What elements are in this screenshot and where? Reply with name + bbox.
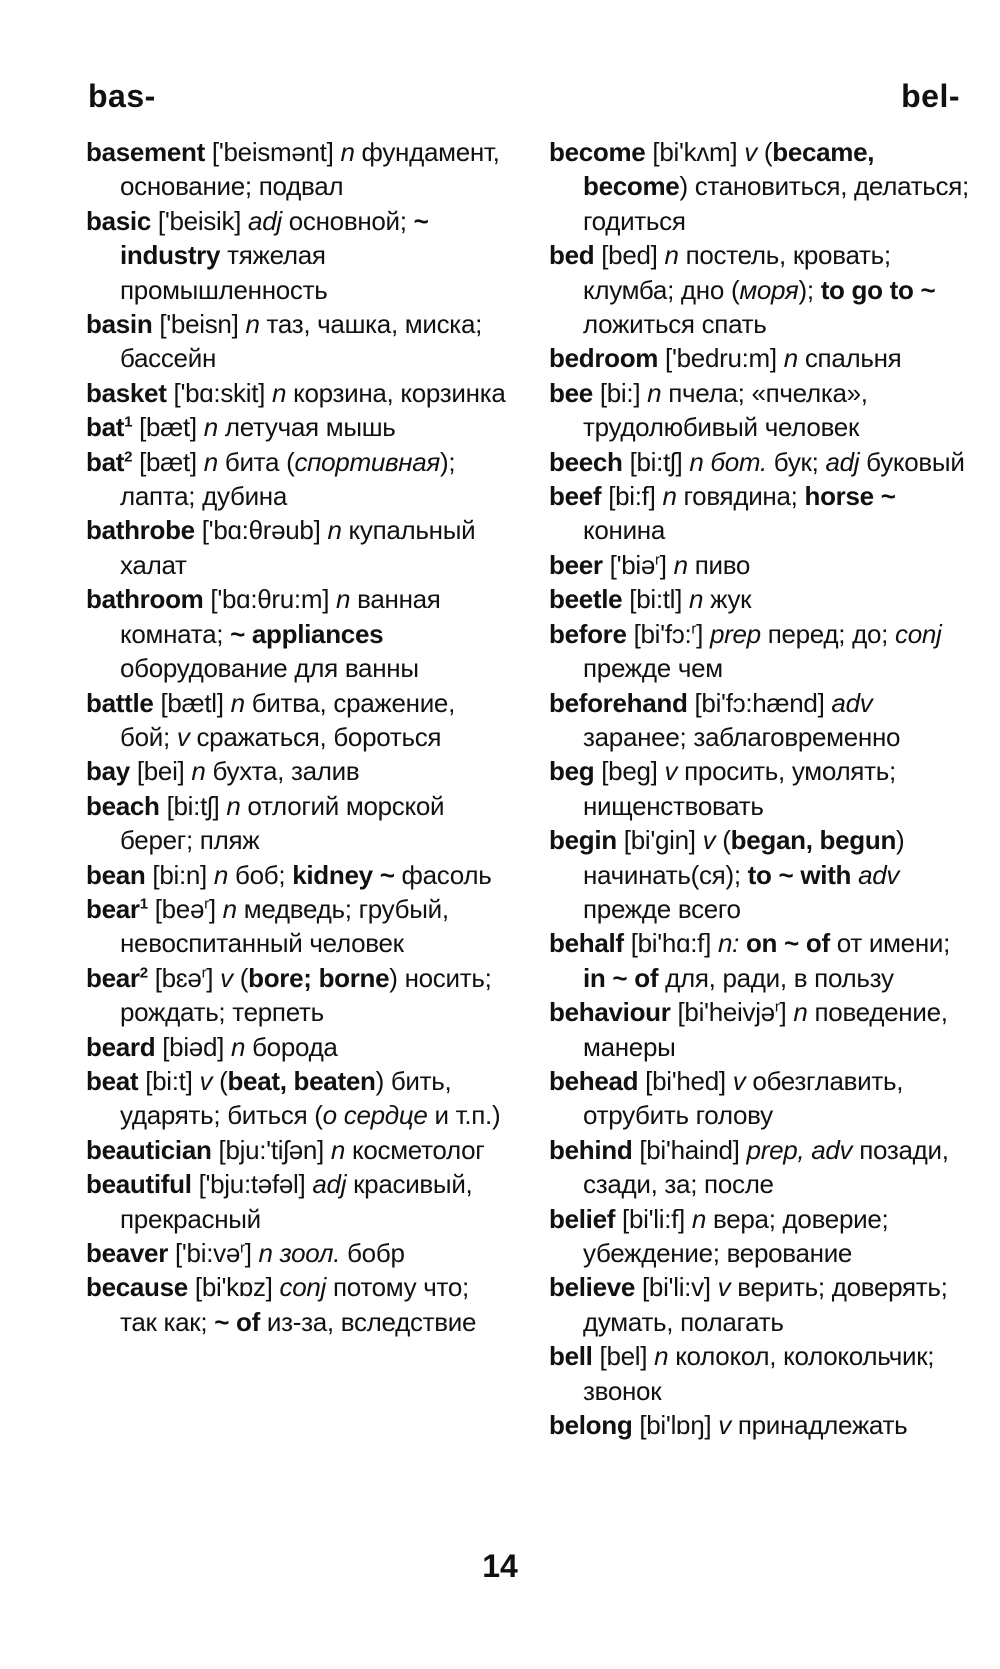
- entry-text: v: [176, 721, 190, 752]
- entry-text: для, ради, в пользу: [658, 962, 894, 993]
- entry-text: [bi'fɔ:hænd]: [687, 687, 832, 718]
- dictionary-entry: [86, 858, 506, 892]
- headword: bat: [86, 412, 125, 443]
- entry-text: ['bju:təfəl]: [191, 1169, 313, 1200]
- headword: because: [86, 1272, 188, 1303]
- entry-text: n: [793, 997, 808, 1028]
- entry-text: [bi'haind]: [632, 1134, 747, 1165]
- dictionary-entry: [549, 445, 969, 479]
- entry-text: борода: [245, 1031, 338, 1062]
- entry-text: бобр: [340, 1238, 405, 1268]
- entry-text: ]: [779, 997, 794, 1028]
- dictionary-entry: [86, 410, 506, 444]
- entry-text: n: [664, 240, 679, 271]
- headword: basement: [86, 137, 205, 167]
- entry-text: 1: [139, 895, 148, 913]
- headword: begin: [549, 825, 617, 856]
- entry-text: [bi'gin]: [616, 825, 703, 856]
- entry-text: [bi:f]: [601, 481, 663, 512]
- entry-text: оборудование для ванны: [120, 618, 419, 684]
- entry-text: [bi'fɔ:: [626, 618, 692, 649]
- entry-text: n: [272, 377, 287, 408]
- headword: belief: [549, 1203, 616, 1234]
- entry-text: v: [199, 1065, 213, 1096]
- entry-text: красивый, прекрасный: [120, 1169, 480, 1234]
- entry-text: [biəd]: [155, 1031, 231, 1062]
- dictionary-entry: [549, 823, 969, 926]
- entry-text: фундамент, основание; подвал: [120, 137, 507, 202]
- entry-text: n: [245, 309, 260, 340]
- dictionary-entry: [86, 1030, 506, 1064]
- headword: believe: [549, 1272, 636, 1303]
- entry-text: v: [702, 825, 716, 856]
- entry-text: (: [212, 1065, 228, 1096]
- entry-text: [bɛə: [147, 962, 202, 993]
- entry-text: потому что; так как;: [120, 1272, 476, 1337]
- entry-text: [bed]: [594, 240, 665, 271]
- headword: bee: [549, 377, 593, 408]
- entry-text: спортивная: [294, 446, 441, 477]
- entry-text: [bi:tʃ]: [159, 790, 227, 821]
- dictionary-entry: [86, 686, 506, 755]
- entry-text: );: [798, 274, 821, 305]
- dictionary-entry: [549, 135, 976, 238]
- dictionary-entry: [549, 479, 969, 548]
- entry-text: beat, beaten: [227, 1065, 376, 1096]
- entry-text: r: [239, 1239, 245, 1257]
- dictionary-entry: [86, 204, 506, 307]
- dictionary-entry: [549, 341, 969, 375]
- entry-text: to ~ with: [747, 859, 852, 890]
- entry-text: [bi'heivjə: [670, 997, 775, 1028]
- entry-text: r: [204, 895, 209, 913]
- entry-text: бук;: [766, 446, 826, 477]
- entry-text: ]: [244, 1238, 259, 1268]
- headword: bear: [86, 893, 140, 924]
- entry-text: v: [718, 1410, 731, 1441]
- entry-text: [beg]: [594, 756, 665, 787]
- entry-text: ) бить, ударять; биться (: [120, 1065, 459, 1131]
- entry-text: колокол, колокольчик; звонок: [583, 1341, 942, 1406]
- entry-text: v: [664, 756, 678, 787]
- entry-text: буковый: [859, 446, 965, 477]
- entry-text: таз, чашка, миска; бассейн: [120, 309, 489, 374]
- entry-text: v: [717, 1272, 731, 1303]
- headword: behind: [549, 1134, 633, 1165]
- entry-text: [bi'hed]: [638, 1065, 733, 1096]
- dictionary-entry: [549, 1202, 969, 1271]
- entry-text: in ~ of: [583, 962, 659, 993]
- dictionary-entry: [549, 1133, 969, 1202]
- entry-text: [beə: [147, 893, 205, 924]
- dictionary-entry: [86, 1167, 506, 1236]
- entry-text: ['beisn]: [152, 309, 246, 340]
- entry-text: n: [654, 1341, 669, 1372]
- headword: basin: [86, 309, 153, 340]
- entry-text: купальный халат: [120, 515, 483, 580]
- headword: beg: [549, 756, 595, 787]
- entry-text: битва, сражение, бой;: [120, 687, 462, 752]
- entry-text: n: [330, 1134, 346, 1165]
- entry-text: летучая мышь: [217, 412, 396, 443]
- entry-text: от имени;: [829, 928, 957, 959]
- entry-text: ['bɑ:θrəub]: [194, 515, 328, 546]
- dictionary-entry: [549, 376, 969, 445]
- entry-text: [bi'kʌm]: [645, 137, 745, 167]
- entry-text: adj: [825, 446, 860, 477]
- entry-text: ) начинать(ся);: [583, 825, 912, 890]
- entry-text: просить, умолять; нищенствовать: [583, 756, 903, 821]
- entry-text: n: [673, 549, 688, 580]
- dictionary-entry: [86, 892, 506, 961]
- entry-text: ['beisik]: [151, 205, 249, 236]
- entry-text: began, begun: [730, 825, 897, 856]
- entry-text: конина: [583, 481, 903, 546]
- dictionary-entry: [86, 513, 506, 582]
- headword: basket: [86, 377, 167, 408]
- dictionary-entry: [86, 1064, 506, 1133]
- entry-text: n: [213, 859, 229, 890]
- headword: bay: [86, 756, 130, 787]
- dictionary-entry: [86, 135, 506, 204]
- dictionary-entry: [549, 995, 969, 1064]
- entry-text: тяжелая промышленность: [120, 240, 333, 305]
- entry-text: [bætl]: [153, 687, 231, 718]
- entry-text: ~ appliances: [230, 618, 384, 649]
- entry-text: ложиться спать: [583, 274, 943, 340]
- entry-text: conj: [279, 1272, 327, 1303]
- headword: bell: [549, 1341, 593, 1372]
- entry-text: r: [201, 964, 207, 982]
- entry-text: перед; до;: [760, 618, 895, 649]
- headword: bathroom: [86, 584, 204, 615]
- dictionary-entry: [86, 582, 506, 685]
- entry-text: to go to ~: [820, 274, 936, 305]
- entry-text: [bæt]: [132, 412, 204, 443]
- entry-text: (: [756, 137, 773, 167]
- entry-text: horse ~: [804, 481, 896, 512]
- entry-text: ['bedru:m]: [658, 343, 784, 374]
- dictionary-entry: [86, 307, 506, 376]
- dictionary-entry: [86, 754, 506, 788]
- entry-text: (: [715, 825, 731, 856]
- headword: bed: [549, 240, 595, 271]
- entry-text: [bi'hɑ:f]: [623, 928, 718, 959]
- entry-text: 2: [124, 448, 133, 465]
- left-guide-word: bas-: [88, 78, 156, 114]
- entry-text: bore; borne: [248, 962, 390, 993]
- headword: bear: [86, 962, 140, 993]
- left-column: [86, 135, 506, 1339]
- entry-text: [bi:tl]: [622, 584, 689, 615]
- entry-text: ['bɑ:θru:m]: [203, 584, 337, 615]
- entry-text: основной;: [281, 205, 414, 236]
- entry-text: спальня: [797, 343, 902, 374]
- entry-text: r: [691, 620, 697, 638]
- entry-text: поведение, манеры: [583, 997, 955, 1062]
- entry-text: ) становиться, делаться; годиться: [583, 171, 976, 236]
- entry-text: n: [691, 1203, 707, 1234]
- entry-text: ['bi:və: [168, 1238, 240, 1268]
- headword: beforehand: [549, 687, 688, 718]
- entry-text: [bju:'tiʃən]: [211, 1134, 331, 1165]
- entry-text: [bi:n]: [145, 859, 214, 890]
- entry-text: n: [230, 687, 245, 718]
- entry-text: обезглавить, отрубить голову: [583, 1065, 911, 1131]
- entry-text: вера; доверие; убеждение; верование: [583, 1203, 896, 1268]
- entry-text: прежде чем: [583, 618, 949, 684]
- headword: beach: [86, 790, 160, 821]
- entry-text: n: [230, 1031, 246, 1062]
- entry-text: отлогий морской берег; пляж: [120, 790, 452, 856]
- entry-text: [bei]: [129, 756, 192, 787]
- entry-text: ['bɑ:skit]: [166, 377, 272, 408]
- dictionary-entry: [549, 754, 969, 823]
- entry-text: n: [222, 893, 237, 924]
- dictionary-entry: [86, 1133, 506, 1167]
- headword: bat: [86, 446, 125, 477]
- entry-text: kidney ~: [292, 859, 395, 890]
- dictionary-entry: [549, 548, 969, 582]
- entry-text: [bi'lɒŋ]: [632, 1410, 719, 1441]
- entry-text: [bæt]: [132, 446, 204, 477]
- dictionary-entry: [549, 1339, 969, 1408]
- headword: bathrobe: [86, 515, 195, 546]
- entry-text: позади, сзади, за; после: [583, 1134, 956, 1200]
- entry-text: принадлежать: [730, 1410, 908, 1441]
- entry-text: ~ industry: [120, 205, 436, 271]
- dictionary-entry: [549, 926, 969, 995]
- entry-text: медведь; грубый, невоспитанный человек: [120, 893, 456, 959]
- entry-text: adj: [312, 1169, 347, 1200]
- right-guide-word: bel-: [901, 78, 960, 114]
- entry-text: n: [226, 790, 241, 821]
- entry-text: моря: [739, 274, 799, 305]
- dictionary-entry: [86, 445, 506, 514]
- entry-text: [bi'li:f]: [615, 1203, 692, 1234]
- headword: beech: [549, 446, 623, 477]
- dictionary-entry: [549, 617, 969, 686]
- entry-text: v: [732, 1065, 746, 1096]
- dictionary-entry: [549, 238, 969, 341]
- entry-text: ]: [208, 893, 223, 924]
- headword: beard: [86, 1031, 156, 1062]
- entry-text: [bel]: [592, 1341, 655, 1372]
- entry-text: n: [191, 756, 206, 787]
- entry-text: прежде всего: [583, 859, 907, 924]
- dictionary-entry: [86, 1270, 506, 1339]
- entry-text: n: [689, 584, 704, 615]
- dictionary-entry: [549, 1270, 969, 1339]
- headword: beef: [549, 481, 602, 512]
- headword: bedroom: [549, 343, 659, 374]
- entry-text: косметолог: [345, 1134, 485, 1165]
- entry-text: adj: [248, 205, 282, 236]
- entry-text: (: [232, 962, 249, 993]
- entry-text: [bi:tʃ]: [622, 446, 690, 477]
- entry-text: became, become: [583, 137, 882, 202]
- headword: beer: [549, 549, 603, 580]
- entry-text: 1: [124, 413, 133, 431]
- headword: belong: [549, 1410, 633, 1441]
- entry-text: adv: [831, 687, 873, 718]
- dictionary-entry: [86, 1236, 506, 1270]
- entry-text: пчела; «пчелка», трудолюбивый человек: [583, 377, 875, 443]
- headword: become: [549, 137, 646, 167]
- headword: bean: [86, 859, 146, 890]
- headword: beat: [86, 1065, 139, 1096]
- entry-text: корзина, корзинка: [286, 377, 506, 408]
- entry-text: ) носить; рождать; терпеть: [120, 962, 499, 1028]
- entry-text: n: [340, 137, 355, 167]
- dictionary-entry: [549, 582, 969, 616]
- entry-text: prep, adv: [746, 1134, 853, 1165]
- entry-text: верить; доверять; думать, полагать: [583, 1272, 955, 1337]
- dictionary-entry: [549, 1064, 969, 1133]
- entry-text: n: [327, 515, 342, 546]
- headword: beautiful: [86, 1169, 192, 1200]
- dictionary-entry: [86, 961, 506, 1030]
- entry-text: жук: [703, 584, 752, 615]
- entry-text: n бот.: [689, 446, 767, 477]
- headword: beautician: [86, 1134, 212, 1165]
- headword: behead: [549, 1065, 639, 1096]
- entry-text: n: [647, 377, 662, 408]
- entry-text: v: [744, 137, 757, 167]
- entry-text: n зоол.: [258, 1238, 341, 1268]
- entry-text: из-за, вследствие: [259, 1306, 477, 1337]
- headword: battle: [86, 687, 154, 718]
- entry-text: 2: [139, 964, 148, 982]
- entry-text: заранее; заблаговременно: [583, 687, 901, 752]
- entry-text: и т.п.): [427, 1100, 501, 1131]
- entry-text: ]: [206, 962, 221, 993]
- headword: beetle: [549, 584, 623, 615]
- page-number: 14: [482, 1548, 518, 1584]
- entry-text: [bi'kɒz]: [187, 1272, 280, 1303]
- entry-text: сражаться, бороться: [189, 721, 442, 752]
- entry-text: r: [655, 551, 660, 569]
- entry-text: ]: [696, 618, 710, 649]
- dictionary-entry: [86, 376, 506, 410]
- entry-text: ); лапта; дубина: [120, 446, 463, 512]
- entry-text: ~ of: [214, 1306, 260, 1337]
- entry-text: [bi'li:v]: [635, 1272, 718, 1303]
- headword: beaver: [86, 1238, 169, 1268]
- entry-text: боб;: [228, 859, 293, 890]
- headword: before: [549, 618, 627, 649]
- entry-text: prep: [709, 618, 761, 649]
- entry-text: ]: [659, 549, 674, 580]
- right-column: [549, 135, 976, 1442]
- entry-text: n: [662, 481, 677, 512]
- entry-text: n:: [717, 928, 740, 959]
- entry-text: говядина;: [676, 481, 805, 512]
- entry-text: n: [783, 343, 798, 374]
- dictionary-entry: [549, 686, 969, 755]
- entry-text: [bi:]: [592, 377, 648, 408]
- headword: behaviour: [549, 997, 671, 1028]
- entry-text: фасоль: [394, 859, 492, 890]
- entry-text: [739, 928, 746, 958]
- entry-text: бухта, залив: [205, 756, 360, 787]
- entry-text: пиво: [687, 549, 751, 580]
- dictionary-entry: [549, 1408, 969, 1442]
- entry-text: о сердце: [322, 1100, 428, 1131]
- entry-text: adv: [858, 859, 900, 890]
- entry-text: n: [203, 446, 218, 477]
- entry-text: ['biə: [602, 549, 656, 580]
- entry-text: on ~ of: [745, 928, 830, 959]
- entry-text: [bi:t]: [138, 1065, 200, 1096]
- headword: behalf: [549, 928, 624, 959]
- entry-text: ['beismənt]: [204, 137, 341, 167]
- entry-text: постель, кровать; клумба; дно (: [583, 240, 898, 305]
- dictionary-entry: [86, 789, 506, 858]
- entry-text: conj: [895, 618, 942, 649]
- entry-text: v: [220, 962, 233, 993]
- entry-text: n: [336, 584, 351, 615]
- entry-text: n: [203, 412, 218, 443]
- entry-text: бита (: [217, 446, 295, 477]
- entry-text: ванная комната;: [120, 584, 448, 649]
- entry-text: r: [774, 998, 780, 1016]
- headword: basic: [86, 205, 151, 236]
